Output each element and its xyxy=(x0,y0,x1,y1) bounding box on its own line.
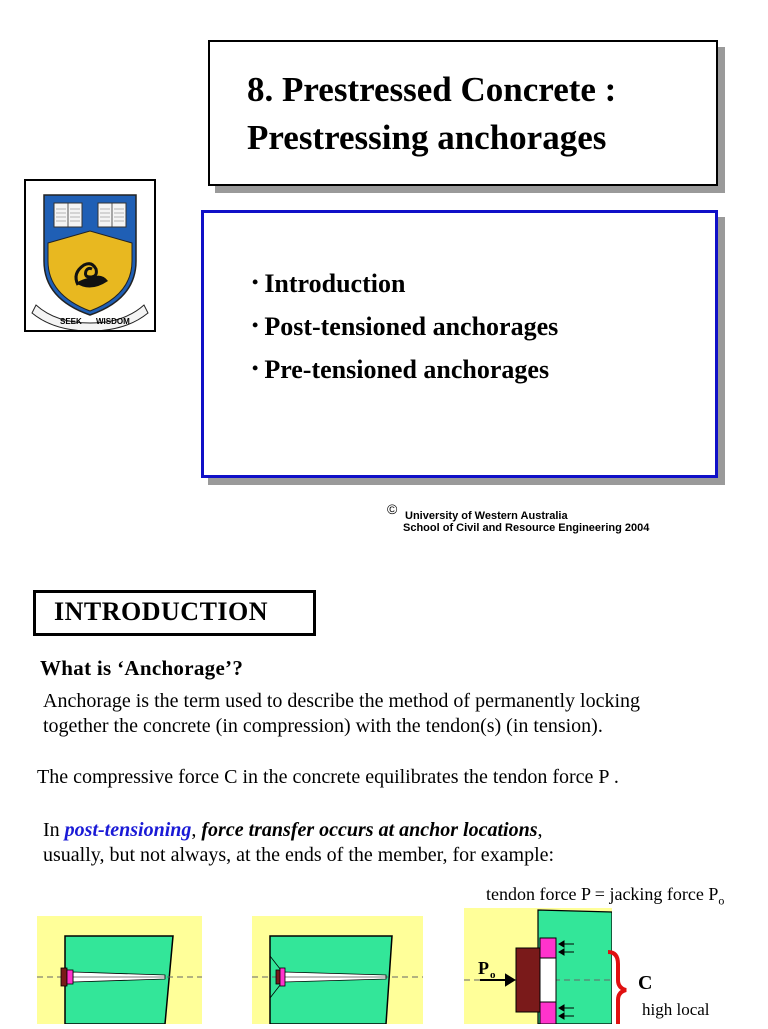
slide-title-line2: Prestressing anchorages xyxy=(247,118,607,157)
motto-right: WISDOM xyxy=(96,317,130,326)
force-label: P xyxy=(478,958,489,978)
equilibrium-sentence: The compressive force C in the concrete equilibrates the tendon force P . xyxy=(37,766,619,788)
high-local-label: high local xyxy=(642,1000,710,1019)
question-heading: What is ‘Anchorage’? xyxy=(40,656,244,680)
outline-item-post-tensioned: • Post-tensioned anchorages xyxy=(252,312,559,341)
university-crest-logo xyxy=(24,179,156,332)
example-paragraph: In post-tensioning, force transfer occurs at anchor locations, usually, but not always, at the ends of the member, for example: xyxy=(43,819,555,866)
anchorage-force-diagram xyxy=(464,908,612,1024)
anchorage-diagram-2 xyxy=(252,916,423,1024)
outline-item-pre-tensioned: • Pre-tensioned anchorages xyxy=(252,355,550,384)
crest-icon xyxy=(26,181,154,330)
slide-title-line1: 8. Prestressed Concrete : xyxy=(247,70,617,109)
title-box xyxy=(208,40,718,186)
copyright-line2: School of Civil and Resource Engineering 2004 xyxy=(403,522,650,534)
post-tensioning-term: post-tensioning xyxy=(64,819,192,841)
compression-label: C xyxy=(638,972,653,994)
outline-box xyxy=(201,210,718,478)
force-label-subscript: o xyxy=(490,969,496,981)
anchorage-diagram-1 xyxy=(37,916,202,1024)
tendon-force-caption: tendon force P = jacking force $P_o$ xyxy=(486,884,725,908)
copyright-line1: University of Western Australia xyxy=(405,510,568,522)
outline-item-introduction: • Introduction xyxy=(252,269,406,298)
copyright-symbol: © xyxy=(387,501,398,517)
definition-paragraph: Anchorage is the term used to describe the method of permanently locking together the concrete (in compression) with the tendon(s) (in tension). xyxy=(43,690,641,737)
brace-icon xyxy=(604,950,630,1024)
section-heading-box xyxy=(33,590,316,636)
motto-left: SEEK xyxy=(60,317,82,326)
section-heading: INTRODUCTION xyxy=(54,597,269,626)
force-transfer-phrase: force transfer occurs at anchor locations xyxy=(201,819,538,841)
